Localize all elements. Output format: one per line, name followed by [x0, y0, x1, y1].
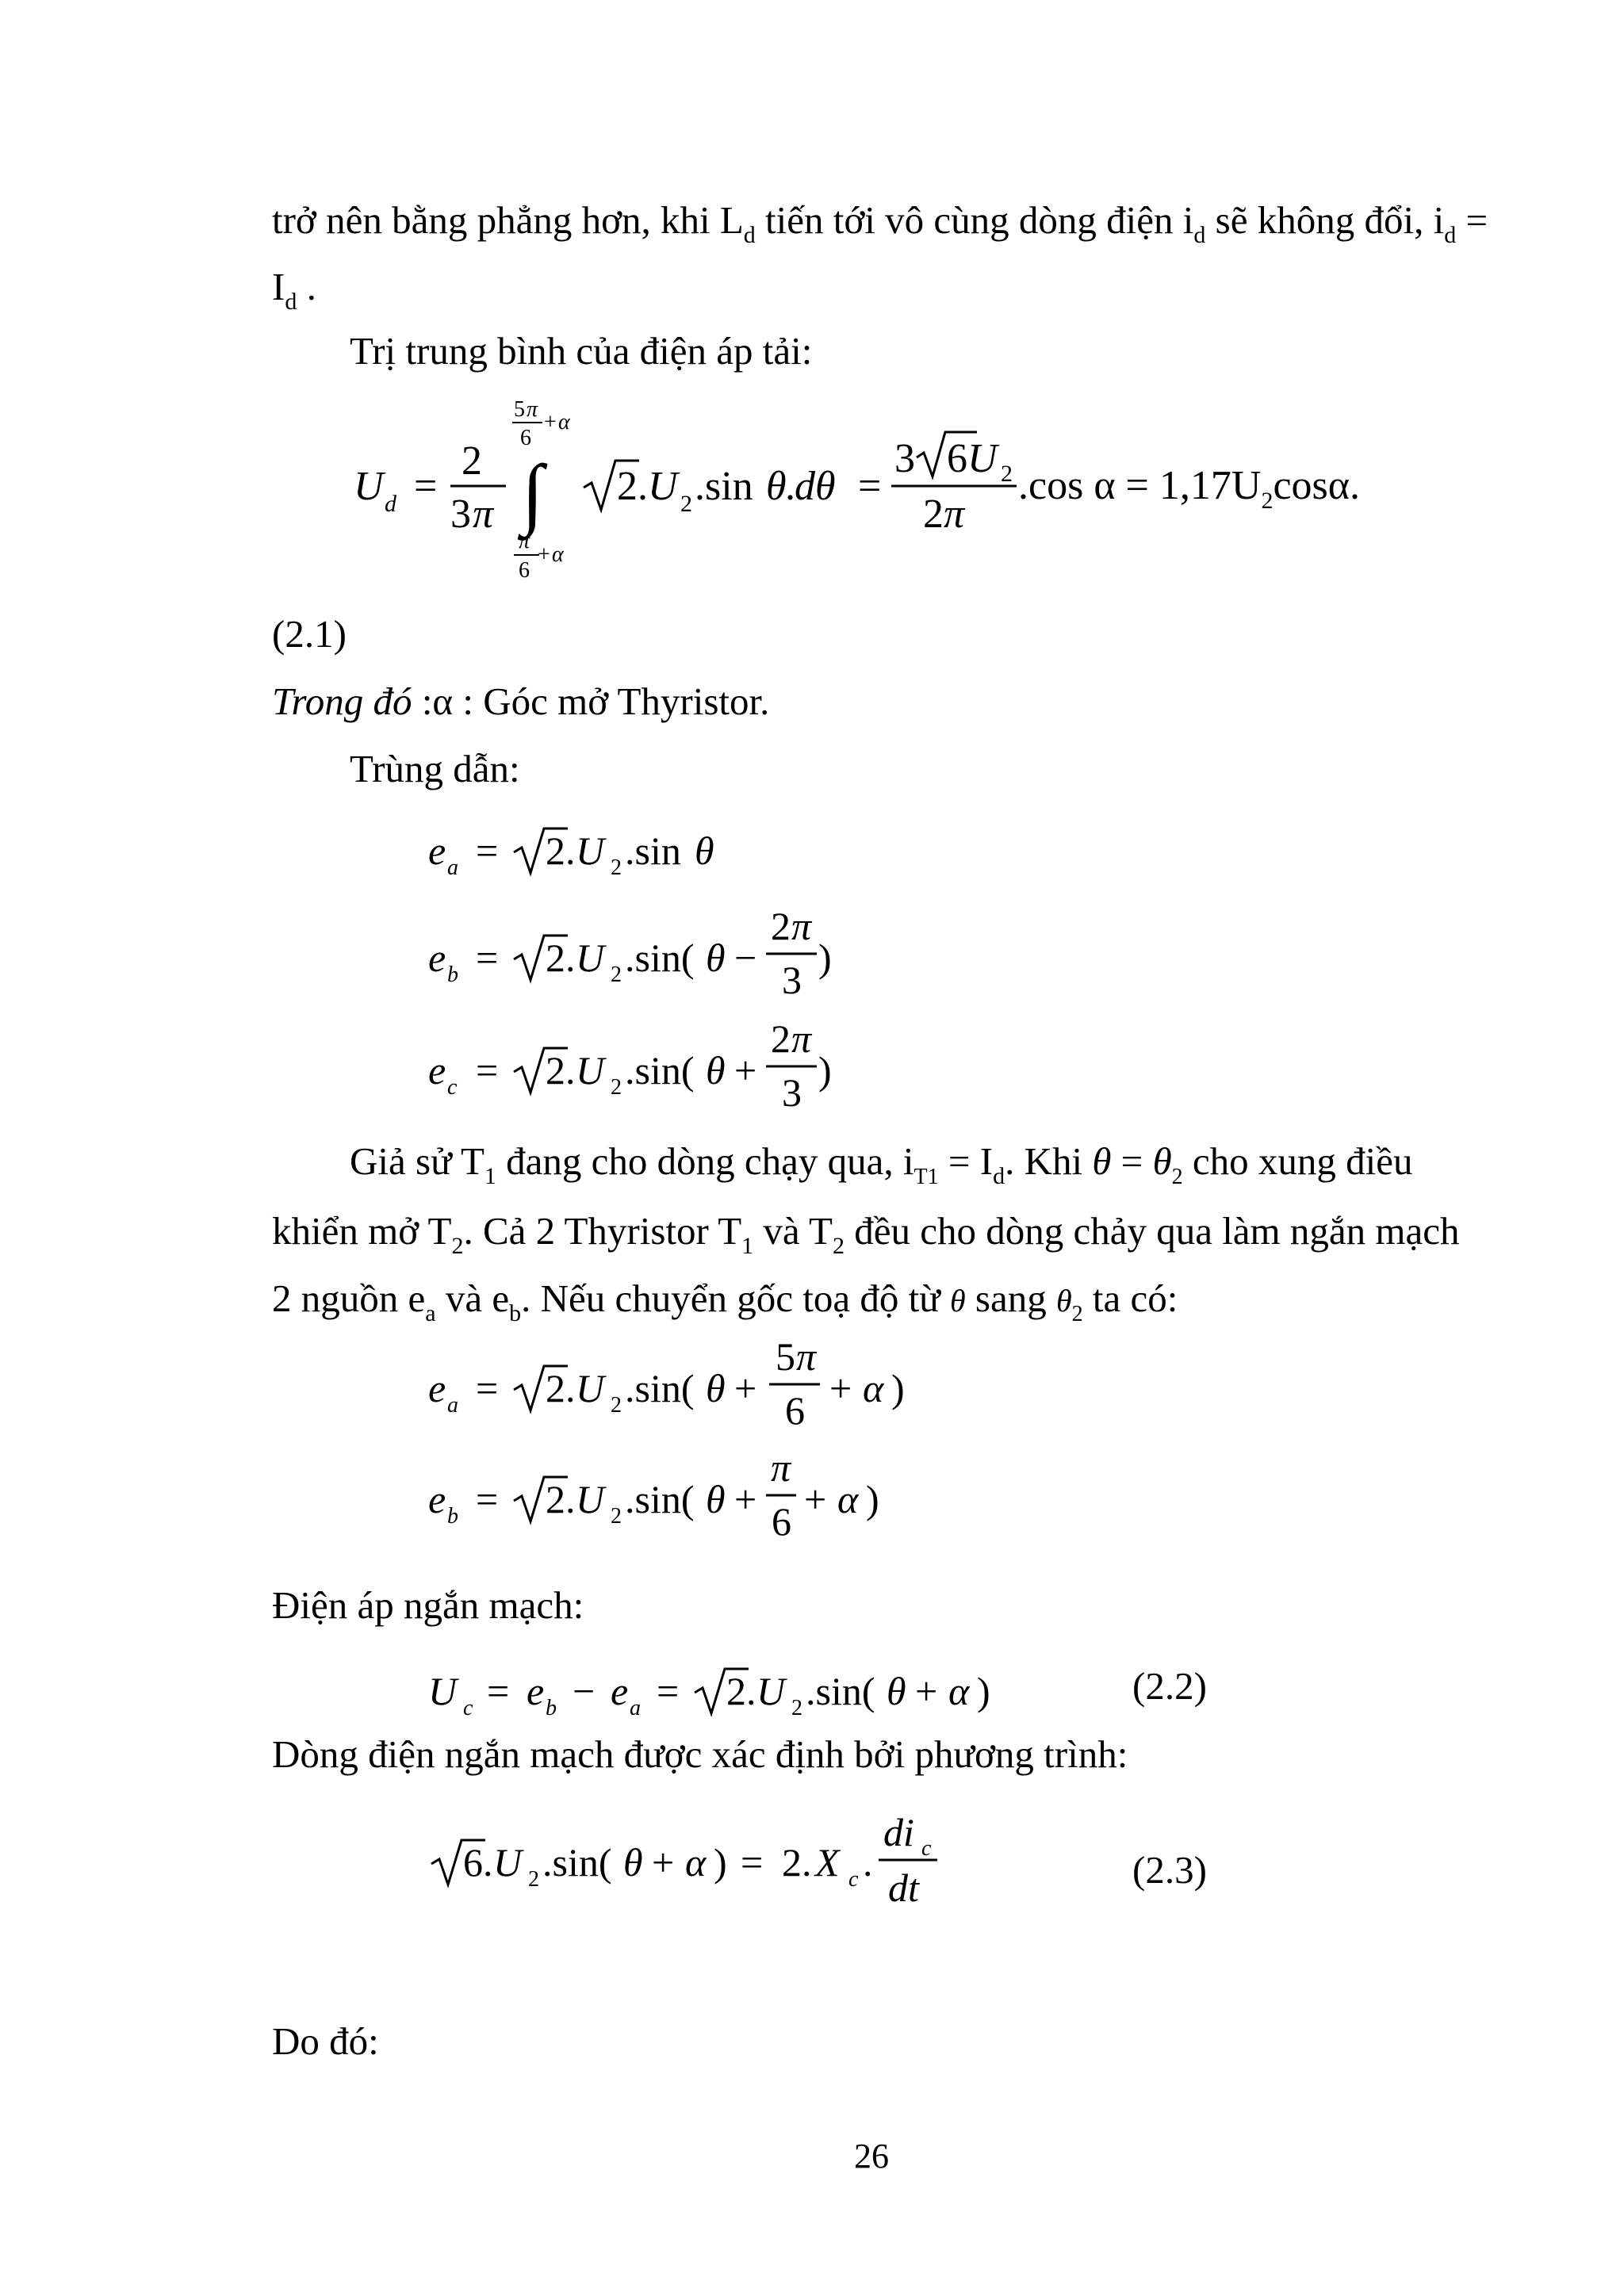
svg-text:π: π: [771, 1445, 791, 1490]
svg-text:): ): [818, 936, 832, 980]
svg-text:=: =: [657, 1669, 680, 1713]
svg-text:2.: 2.: [726, 1669, 756, 1713]
svg-text:U: U: [428, 1669, 458, 1713]
equation-ud: [349, 392, 1459, 591]
svg-text:2.: 2.: [546, 1366, 576, 1410]
svg-text:): ): [714, 1840, 727, 1885]
svg-text:α: α: [552, 542, 564, 567]
svg-text:U: U: [493, 1840, 523, 1885]
svg-text:): ): [818, 1048, 832, 1093]
svg-text:c: c: [463, 1696, 473, 1720]
shifted-phase-equations: [420, 1340, 1134, 1546]
svg-text:=: =: [476, 1477, 499, 1521]
svg-text:2: 2: [771, 1016, 791, 1061]
equation-dic: [420, 1798, 1134, 1925]
svg-text:U: U: [576, 1477, 605, 1521]
svg-text:2: 2: [923, 492, 944, 537]
svg-text:+: +: [734, 1048, 757, 1093]
svg-text:2: 2: [611, 1504, 622, 1529]
svg-text:2.: 2.: [546, 936, 576, 980]
svg-text:=: =: [741, 1840, 764, 1885]
svg-text:θ: θ: [706, 936, 726, 980]
svg-text:.: .: [785, 464, 795, 509]
svg-text:=: =: [476, 1366, 499, 1410]
svg-text:e: e: [428, 1477, 446, 1521]
svg-text:2: 2: [611, 1075, 622, 1100]
svg-text:6: 6: [519, 558, 530, 583]
svg-text:2: 2: [611, 855, 622, 880]
svg-text:c: c: [921, 1836, 932, 1861]
svg-text:α: α: [837, 1477, 859, 1521]
svg-text:2: 2: [611, 962, 622, 987]
svg-text:π: π: [519, 529, 530, 553]
svg-text:c: c: [848, 1867, 859, 1892]
svg-text:5: 5: [514, 397, 525, 422]
svg-text:π: π: [791, 904, 812, 948]
svg-text:2: 2: [1001, 461, 1013, 487]
svg-text:+: +: [915, 1669, 938, 1713]
svg-text:θ: θ: [706, 1366, 726, 1410]
equation-number-2-1: (2.1): [272, 612, 347, 656]
svg-text:6: 6: [772, 1499, 791, 1544]
svg-text:α: α: [863, 1366, 884, 1410]
paragraph-line: Giả sử $T_1$ đang cho dòng chạy qua, $i_{T1} = I_d$. Khi $\theta = \theta_2$ cho xung điều: [350, 1139, 1413, 1189]
svg-text:=: =: [476, 828, 499, 873]
svg-text:6: 6: [947, 436, 967, 481]
svg-text:α: α: [948, 1669, 970, 1713]
svg-text:2: 2: [680, 491, 692, 517]
svg-text:6: 6: [785, 1388, 805, 1433]
svg-text:c: c: [447, 1075, 458, 1100]
svg-text:2.: 2.: [782, 1840, 812, 1885]
svg-text:d: d: [385, 491, 396, 517]
short-voltage-label: Điện áp ngắn mạch:: [272, 1583, 584, 1627]
svg-text:∫: ∫: [522, 449, 544, 537]
svg-text:b: b: [447, 962, 458, 987]
svg-text:+: +: [538, 542, 550, 567]
svg-text:.sin(: .sin(: [625, 936, 695, 980]
svg-text:U: U: [576, 1048, 605, 1093]
svg-text:e: e: [428, 828, 446, 873]
svg-text:e: e: [428, 1048, 446, 1093]
svg-text:π: π: [791, 1016, 812, 1061]
svg-text:e: e: [428, 1366, 446, 1410]
svg-text:=: =: [476, 936, 499, 980]
svg-text:): ): [891, 1366, 905, 1410]
svg-text:.: .: [863, 1840, 873, 1885]
svg-text:+: +: [734, 1366, 757, 1410]
svg-text:−: −: [573, 1669, 596, 1713]
page-number: 26: [854, 2137, 889, 2175]
svg-text:3: 3: [894, 436, 915, 481]
svg-text:2.: 2.: [617, 464, 648, 509]
svg-text:5: 5: [776, 1340, 795, 1379]
svg-text:): ): [977, 1669, 990, 1713]
svg-text:.sin: .sin: [625, 828, 681, 873]
svg-text:): ): [866, 1477, 879, 1521]
svg-text:X: X: [815, 1840, 840, 1885]
paragraph-line: khiển mở $T_2$. Cả 2 Thyristor $T_1$ và $T_2$ đều cho dòng chảy qua làm ngắn mạch: [272, 1209, 1460, 1259]
svg-text:U: U: [648, 464, 678, 509]
equation-ud-result: .cos $\alpha = 1,17U_2\cos\alpha$.: [1018, 463, 1361, 514]
svg-text:dt: dt: [888, 1866, 919, 1910]
equation-number-2-2: (2.2): [1132, 1664, 1207, 1708]
svg-text:.sin(: .sin(: [625, 1048, 695, 1093]
svg-text:3: 3: [782, 958, 802, 1002]
svg-text:2: 2: [791, 1696, 802, 1720]
svg-text:U: U: [576, 828, 605, 873]
overlap-heading: Trùng dẫn:: [350, 747, 520, 790]
svg-text:π: π: [527, 397, 538, 422]
svg-text:+: +: [804, 1477, 827, 1521]
paragraph-line: 2 nguồn $e_a$ và $e_b$. Nếu chuyển gốc toạ độ từ θ sang $\theta_2$ ta có:: [272, 1276, 1178, 1326]
svg-text:U: U: [756, 1669, 786, 1713]
svg-text:θ: θ: [623, 1840, 643, 1885]
svg-text:e: e: [527, 1669, 545, 1713]
svg-text:+: +: [652, 1840, 675, 1885]
svg-text:=: =: [476, 1048, 499, 1093]
svg-text:a: a: [447, 1393, 458, 1418]
svg-text:2: 2: [528, 1867, 539, 1892]
paragraph-line: $I_d$ .: [272, 265, 316, 315]
svg-text:2: 2: [771, 904, 791, 948]
svg-text:α: α: [685, 1840, 707, 1885]
svg-text:U: U: [354, 464, 384, 509]
svg-text:U: U: [576, 936, 605, 980]
svg-text:2.: 2.: [546, 828, 576, 873]
svg-text:b: b: [447, 1504, 458, 1529]
svg-text:=: =: [414, 464, 438, 509]
therefore-label: Do đó:: [272, 2019, 379, 2063]
svg-text:dθ: dθ: [795, 464, 836, 509]
svg-text:b: b: [546, 1696, 557, 1720]
svg-text:U: U: [576, 1366, 605, 1410]
svg-text:θ: θ: [706, 1477, 726, 1521]
svg-text:+: +: [544, 410, 557, 434]
equation-number-2-3: (2.3): [1132, 1848, 1207, 1892]
svg-text:π: π: [473, 492, 494, 537]
svg-text:θ: θ: [766, 464, 787, 509]
svg-text:.sin(: .sin(: [542, 1840, 612, 1885]
svg-text:π: π: [944, 492, 965, 537]
svg-text:+: +: [734, 1477, 757, 1521]
phase-equations: [420, 813, 1134, 1114]
svg-text:.sin: .sin: [695, 464, 753, 509]
svg-text:=: =: [858, 464, 882, 509]
svg-text:π: π: [796, 1340, 817, 1379]
svg-text:θ: θ: [887, 1669, 906, 1713]
svg-text:e: e: [428, 936, 446, 980]
avg-voltage-label: Trị trung bình của điện áp tải:: [350, 329, 813, 373]
svg-text:a: a: [447, 855, 458, 880]
svg-text:2: 2: [462, 438, 482, 484]
svg-text:6: 6: [520, 426, 531, 450]
equation-uc: [420, 1649, 1134, 1728]
svg-text:.sin(: .sin(: [806, 1669, 875, 1713]
svg-text:.sin(: .sin(: [625, 1366, 695, 1410]
svg-text:θ: θ: [695, 828, 714, 873]
svg-text:U: U: [967, 436, 998, 481]
svg-text:−: −: [734, 936, 757, 980]
svg-text:2: 2: [611, 1393, 622, 1418]
svg-text:e: e: [611, 1669, 629, 1713]
svg-text:+: +: [829, 1366, 852, 1410]
svg-text:α: α: [558, 410, 570, 434]
svg-text:3: 3: [450, 492, 471, 537]
svg-text:di: di: [883, 1810, 914, 1854]
svg-text:a: a: [630, 1696, 641, 1720]
svg-text:=: =: [487, 1669, 510, 1713]
where-line: Trong đó :α : Góc mở Thyristor.: [272, 679, 770, 723]
svg-text:6.: 6.: [463, 1840, 493, 1885]
svg-text:θ: θ: [706, 1048, 726, 1093]
short-current-label: Dòng điện ngắn mạch được xác định bởi phương trình:: [272, 1732, 1128, 1776]
svg-text:.sin(: .sin(: [625, 1477, 695, 1521]
svg-text:2.: 2.: [546, 1048, 576, 1093]
svg-text:3: 3: [782, 1070, 802, 1114]
svg-text:2.: 2.: [546, 1477, 576, 1521]
paragraph-line: trở nên bằng phẳng hơn, khi $L_d$ tiến tới vô cùng dòng điện $i_d$ sẽ không đổi, $i_d$ =: [272, 198, 1488, 248]
